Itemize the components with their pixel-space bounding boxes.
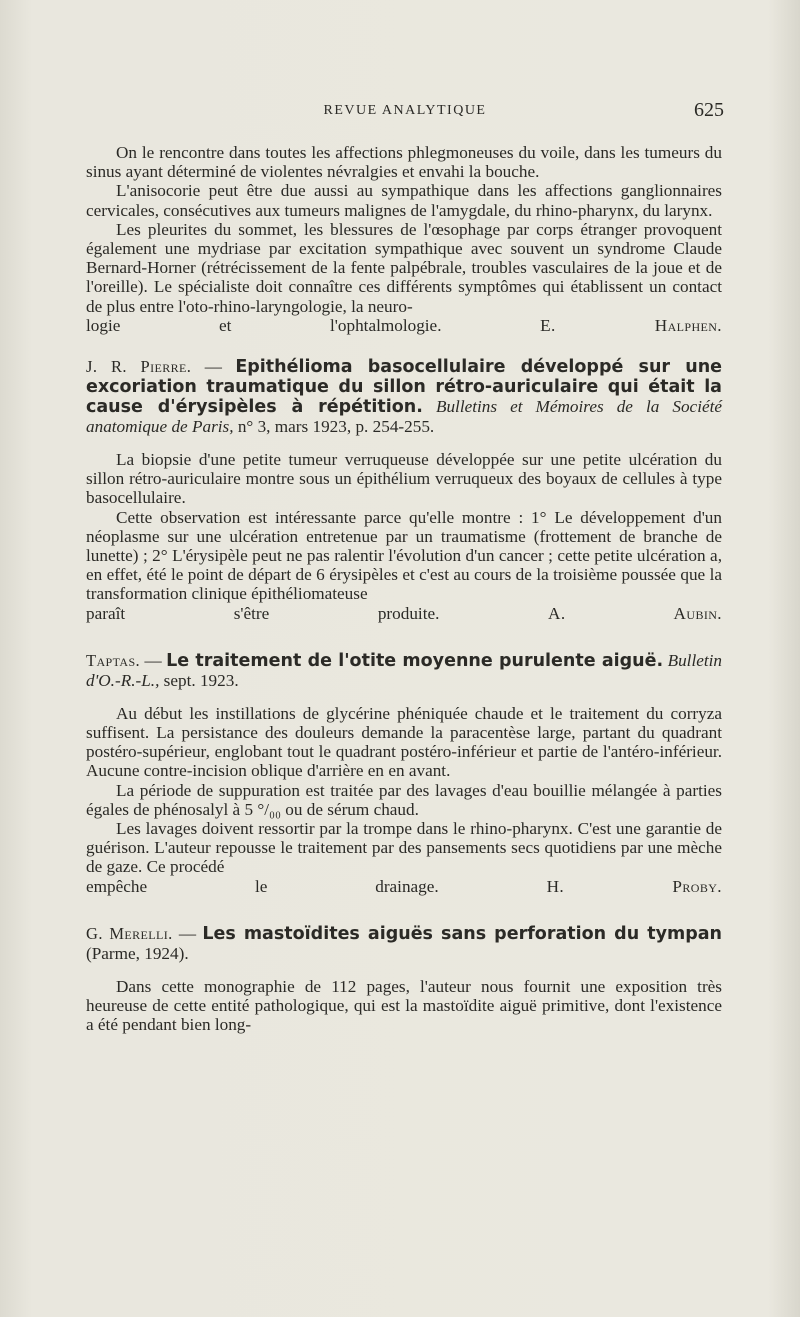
entry-source-details: (Parme, 1924).: [86, 943, 189, 963]
paragraph-text: Les lavages doivent ressortir par la trompe dans le rhino-pharynx. C'est une garantie de guérison. L'auteur repousse le traitement par des pansements secs quotidiens par une mèche de gaze. Ce procédé: [86, 819, 722, 877]
entry-source: Bulletins et Mémoires de la Société anatomique de Paris,: [86, 397, 722, 437]
entry-dash: —: [172, 923, 203, 943]
review-entry: [86, 651, 722, 896]
paragraph: [86, 220, 722, 316]
entry-author: Taptas.: [86, 650, 141, 670]
review-entry: [86, 924, 722, 1035]
paragraph: Dans cette monographie de 112 pages, l'auteur nous fournit une exposition très heureuse de cette entité pathologique, qui est la mastoïdite aiguë primitive, dont l'existence a été pendant bien long-: [86, 976, 722, 1035]
page-body: [86, 143, 722, 1035]
paragraph: Au début les instillations de glycérine phéniquée chaude et le traitement du corryza suffisent. La persistance des douleurs demande la paracentèse large, partant du quadrant postéro-supérieur, englobant tout le quadrant postéro-inférieur et partie de l'antéro-inférieur. Aucune contre-incision oblique d'arrière en en avant.: [86, 703, 722, 781]
entry-title: Les mastoïdites aiguës sans perforation du tympan: [202, 923, 723, 944]
running-head: REVUE ANALYTIQUE: [323, 103, 487, 118]
paragraph: [86, 819, 722, 877]
intro-section: [86, 143, 722, 335]
paragraph: La biopsie d'une petite tumeur verruqueuse développée sur une petite ulcération du sillon rétro-auriculaire montre sous un épithélium verruqueux des boyaux de cellules à type basocellulaire.: [86, 450, 722, 508]
entry-author: G. Merelli.: [86, 923, 173, 943]
paragraph: On le rencontre dans toutes les affections phlegmoneuses du voile, dans les tumeurs du sinus ayant déterminé de violentes névralgies et envahi la bouche.: [86, 143, 722, 182]
entry-source-details: sept. 1923.: [163, 670, 239, 690]
reviewer-signature: A. Aubin.: [548, 603, 723, 623]
signature-line: [86, 316, 722, 335]
entry-author: J. R. Pierre.: [86, 357, 192, 377]
paragraph-text: Cette observation est intéressante parce qu'elle montre : 1° Le développement d'un néoplasme sur une ulcération entretenue par un traumatisme (frottement de branche de lunette) ; 2° L'érysipèle peut ne pas ralentir l'évolution d'un cancer ; cette petite ulcération a, en effet, été le point de départ de 6 érysipèles et c'est au cours de la troisième poussée que la transformation clinique épithéliomateuse: [86, 507, 722, 604]
paragraph: [86, 508, 722, 604]
reviewer-signature: H. Proby.: [546, 876, 722, 896]
reviewer-signature: E. Halphen.: [540, 315, 723, 335]
paragraph-end: empêche le drainage.: [86, 876, 439, 896]
entry-title: Le traitement de l'otite moyenne purulente aiguë.: [166, 650, 664, 671]
signature-line: [86, 604, 722, 623]
entry-source-details: n° 3, mars 1923, p. 254-255.: [237, 417, 435, 437]
page-number: 625: [694, 99, 724, 121]
page-header: [86, 100, 724, 124]
entry-dash: —: [191, 357, 236, 377]
paragraph-end: logie et l'ophtalmologie.: [86, 315, 442, 335]
paragraph-text: Les pleurites du sommet, les blessures de l'œsophage par corps étranger provoquent également une mydriase par excitation sympathique avec souvent un syndrome Claude Bernard-Horner (rétrécissement de la fente palpébrale, troubles vasculaires de la joue et de l'oreille). Le spécialiste doit connaître ces différents symptômes qui établissent un contact de plus entre l'oto-rhino-laryngologie, la neuro-: [86, 219, 722, 316]
entry-source: Bulletin d'O.-R.-L.,: [86, 650, 722, 690]
paragraph-end: paraît s'être produite.: [86, 603, 440, 623]
entry-dash: —: [140, 650, 167, 670]
review-entry: [86, 357, 722, 623]
entry-heading: [86, 924, 722, 964]
entry-heading: [86, 651, 722, 691]
entry-heading: [86, 357, 722, 437]
signature-line: [86, 877, 722, 896]
entry-title: Epithélioma basocellulaire développé sur une excoriation traumatique du sillon rétro-auriculaire qui était la cause d'érysipèles à répétition.: [86, 357, 723, 418]
paragraph: La période de suppuration est traitée par des lavages d'eau bouillie mélangée à parties égales de phénosalyl à 5 °/₀₀ ou de sérum chaud.: [86, 780, 722, 819]
paragraph: L'anisocorie peut être due aussi au sympathique dans les affections ganglionnaires cervicales, consécutives aux tumeurs malignes de l'amygdale, du rhino-pharynx, du larynx.: [86, 181, 722, 220]
